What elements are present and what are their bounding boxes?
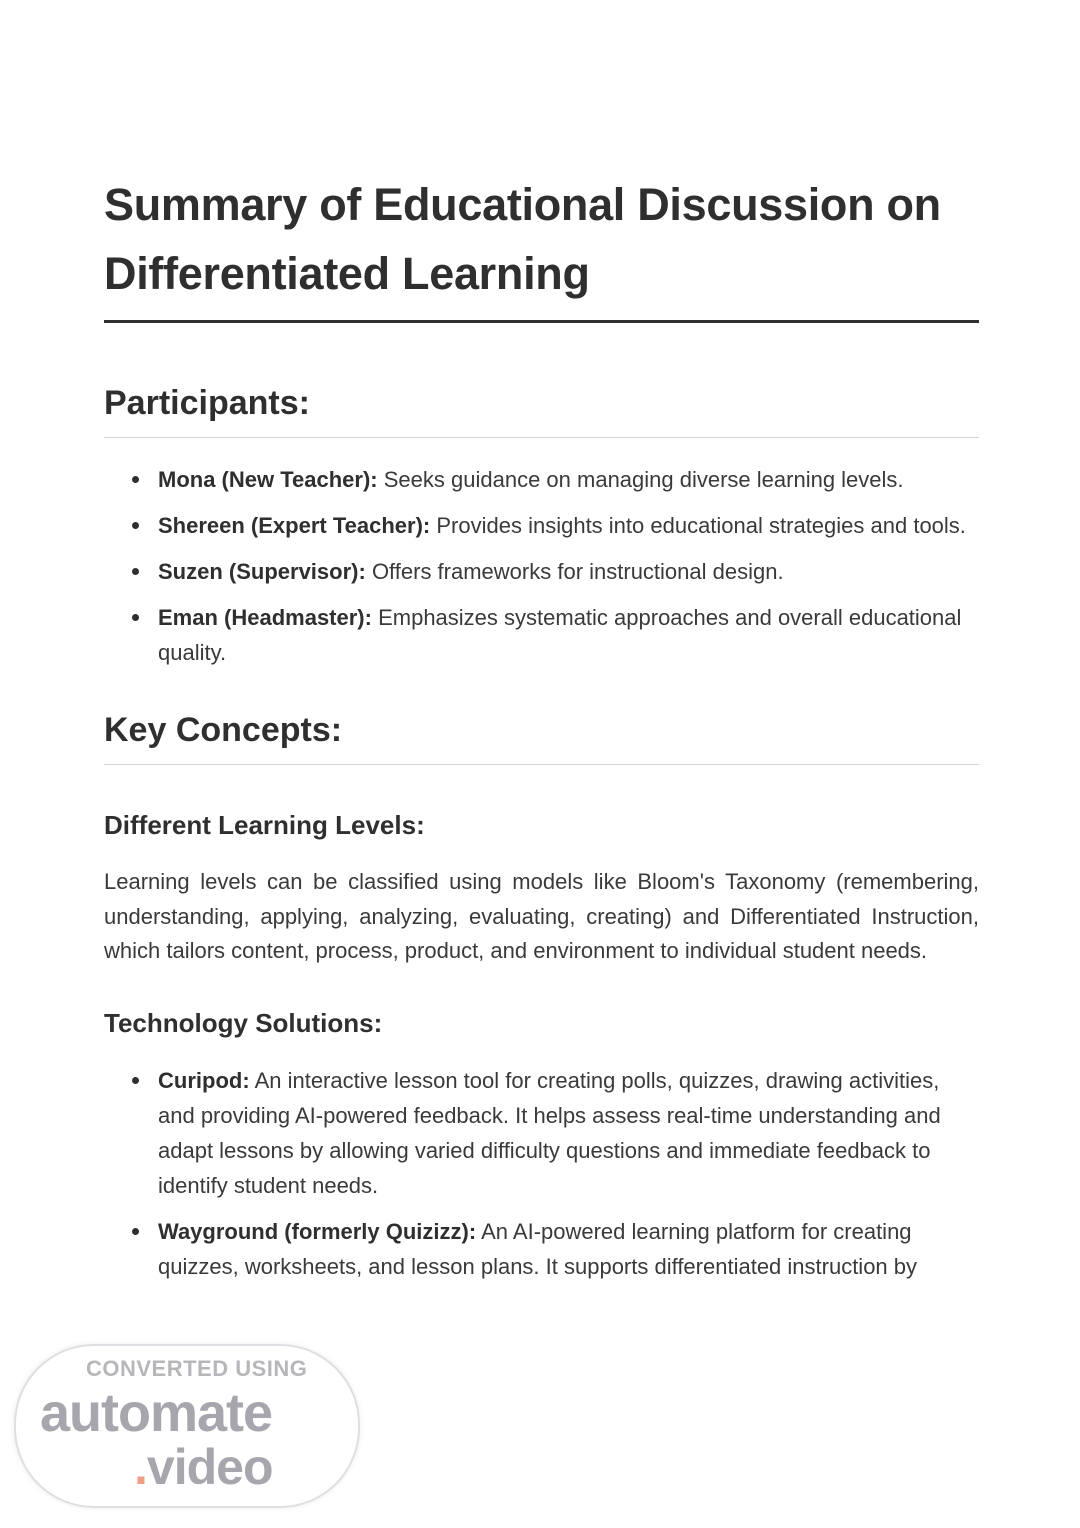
technology-list	[104, 1063, 979, 1284]
watermark-caption: CONVERTED USING	[86, 1356, 308, 1381]
participant-description: Provides insights into educational strategies and tools.	[436, 513, 966, 538]
participant-description: Emphasizes systematic approaches and overall educational quality.	[158, 605, 962, 665]
watermark-badge	[14, 1344, 360, 1508]
list-item	[104, 600, 979, 670]
watermark-logo-top: automate	[40, 1383, 273, 1443]
participant-description: Offers frameworks for instructional design.	[371, 559, 784, 584]
participants-divider	[104, 437, 979, 438]
list-item	[104, 1063, 979, 1203]
participants-heading: Participants:	[104, 384, 310, 422]
list-item	[104, 462, 979, 497]
watermark-dot: .	[134, 1439, 147, 1495]
participant-description: Seeks guidance on managing diverse learning levels.	[383, 467, 904, 492]
list-item	[104, 508, 979, 543]
learning-levels-heading: Different Learning Levels:	[104, 810, 425, 840]
participant-name: Eman (Headmaster):	[158, 605, 372, 630]
watermark-logo-bottom	[134, 1438, 273, 1496]
technology-heading: Technology Solutions:	[104, 1007, 383, 1038]
list-item	[104, 1214, 979, 1284]
tool-description: An interactive lesson tool for creating polls, quizzes, drawing activities, and providing AI-powered feedback. It helps assess real-time understanding and adapt lessons by allowing varied difficulty questions and immediate feedback to identify student needs.	[158, 1067, 941, 1198]
page-title: Summary of Educational Discussion on Differentiated Learning	[104, 179, 941, 299]
title-divider	[104, 320, 979, 323]
watermark-logo-word: video	[146, 1439, 273, 1495]
list-item	[104, 554, 979, 589]
tool-description: An AI-powered learning platform for creating quizzes, worksheets, and lesson plans. It supports differentiated instruction by	[158, 1218, 918, 1279]
participant-name: Suzen (Supervisor):	[158, 559, 366, 584]
participant-name: Shereen (Expert Teacher):	[158, 513, 431, 538]
key-concepts-heading: Key Concepts:	[104, 711, 343, 749]
tool-name: Curipod:	[158, 1067, 250, 1093]
key-concepts-divider	[104, 764, 979, 765]
document-page	[104, 170, 979, 1295]
tool-name: Wayground (formerly Quizizz):	[158, 1218, 477, 1244]
participant-name: Mona (New Teacher):	[158, 467, 378, 492]
learning-levels-paragraph: Learning levels can be classified using models like Bloom's Taxonomy (remembering, understanding, applying, analyzing, evaluating, creating) and Differentiated Instruction, which tailors content, process, product, and environment to individual student needs.	[104, 869, 979, 963]
participants-list	[104, 462, 979, 670]
